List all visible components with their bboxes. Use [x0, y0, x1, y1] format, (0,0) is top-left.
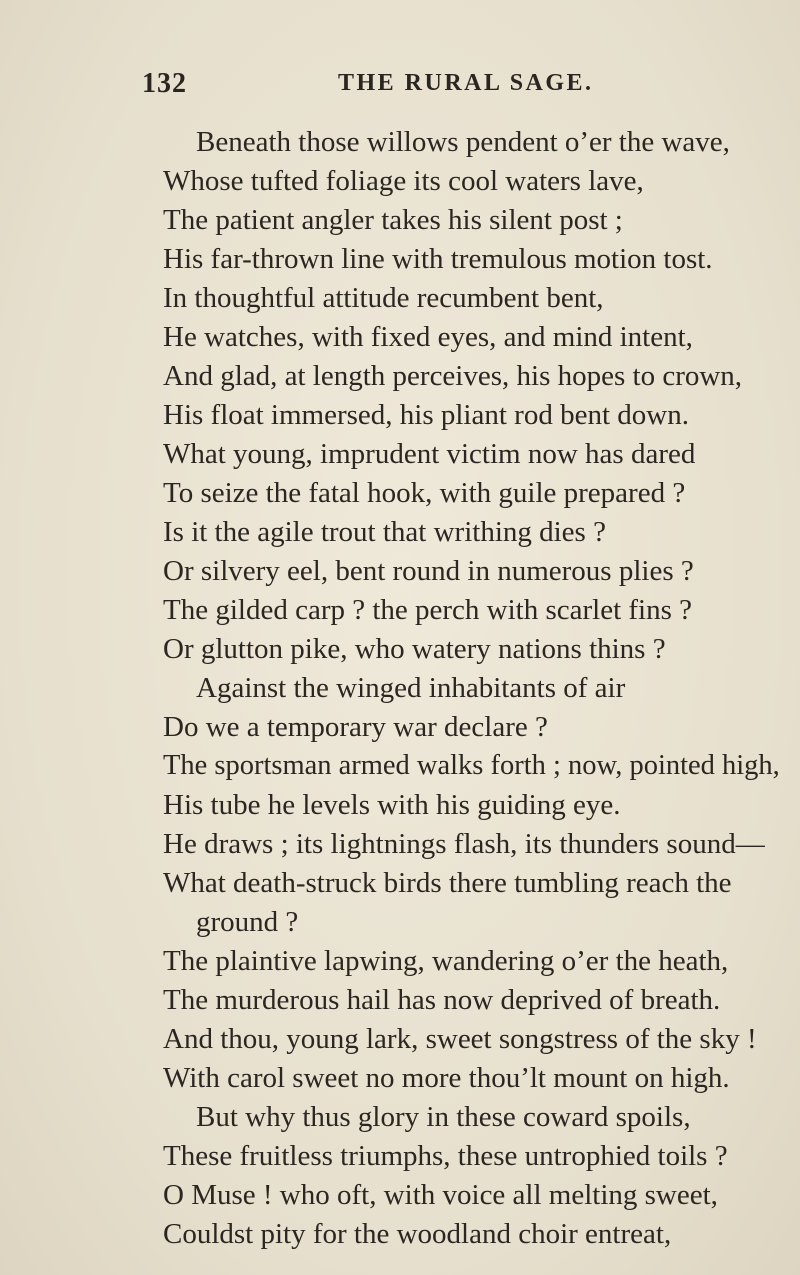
poem-line: To seize the fatal hook, with guile prepared ? — [163, 477, 686, 509]
poem-line: Whose tufted foliage its cool waters lave, — [163, 165, 644, 197]
poem-line: Do we a temporary war declare ? — [163, 711, 548, 743]
poem-line: With carol sweet no more thou’lt mount on high. — [163, 1062, 730, 1094]
poem-line: Is it the agile trout that writhing dies ? — [163, 516, 606, 548]
poem-line: Beneath those willows pendent o’er the wave, — [196, 126, 730, 158]
poem-line: The sportsman armed walks forth ; now, pointed high, — [163, 750, 780, 781]
page-number: 132 — [142, 68, 187, 99]
running-head: THE RURAL SAGE. — [338, 70, 594, 96]
poem-line: Or silvery eel, bent round in numerous plies ? — [163, 555, 694, 587]
poem-line: What young, imprudent victim now has dared — [163, 438, 696, 470]
page-header — [142, 68, 702, 102]
poem-line: What death-struck birds there tumbling reach the — [163, 867, 732, 899]
poem-line: The patient angler takes his silent post ; — [163, 204, 623, 236]
poem-line: The murderous hail has now deprived of breath. — [163, 984, 721, 1016]
poem-line: Couldst pity for the woodland choir entreat, — [163, 1218, 672, 1250]
poem-line: In thoughtful attitude recumbent bent, — [163, 282, 604, 314]
poem-line: And glad, at length perceives, his hopes to crown, — [163, 360, 743, 392]
poem-line: He draws ; its lightnings flash, its thunders sound— — [163, 828, 765, 860]
poem-line: And thou, young lark, sweet songstress of the sky ! — [163, 1023, 757, 1055]
poem-line: The plaintive lapwing, wandering o’er the heath, — [163, 945, 729, 977]
poem-line: Against the winged inhabitants of air — [196, 672, 626, 704]
poem-line: His tube he levels with his guiding eye. — [163, 789, 621, 821]
poem-line: O Muse ! who oft, with voice all melting sweet, — [163, 1179, 718, 1211]
poem-line: His far-thrown line with tremulous motion tost. — [163, 243, 713, 275]
poem-line: But why thus glory in these coward spoils, — [196, 1101, 691, 1133]
poem-line: His float immersed, his pliant rod bent down. — [163, 399, 689, 431]
poem-line: These fruitless triumphs, these untrophied toils ? — [163, 1140, 728, 1172]
poem-line: Or glutton pike, who watery nations thins ? — [163, 633, 666, 665]
poem-line: The gilded carp ? the perch with scarlet fins ? — [163, 594, 693, 626]
poem-line: He watches, with fixed eyes, and mind intent, — [163, 321, 693, 353]
poem-line: ground ? — [196, 906, 299, 938]
